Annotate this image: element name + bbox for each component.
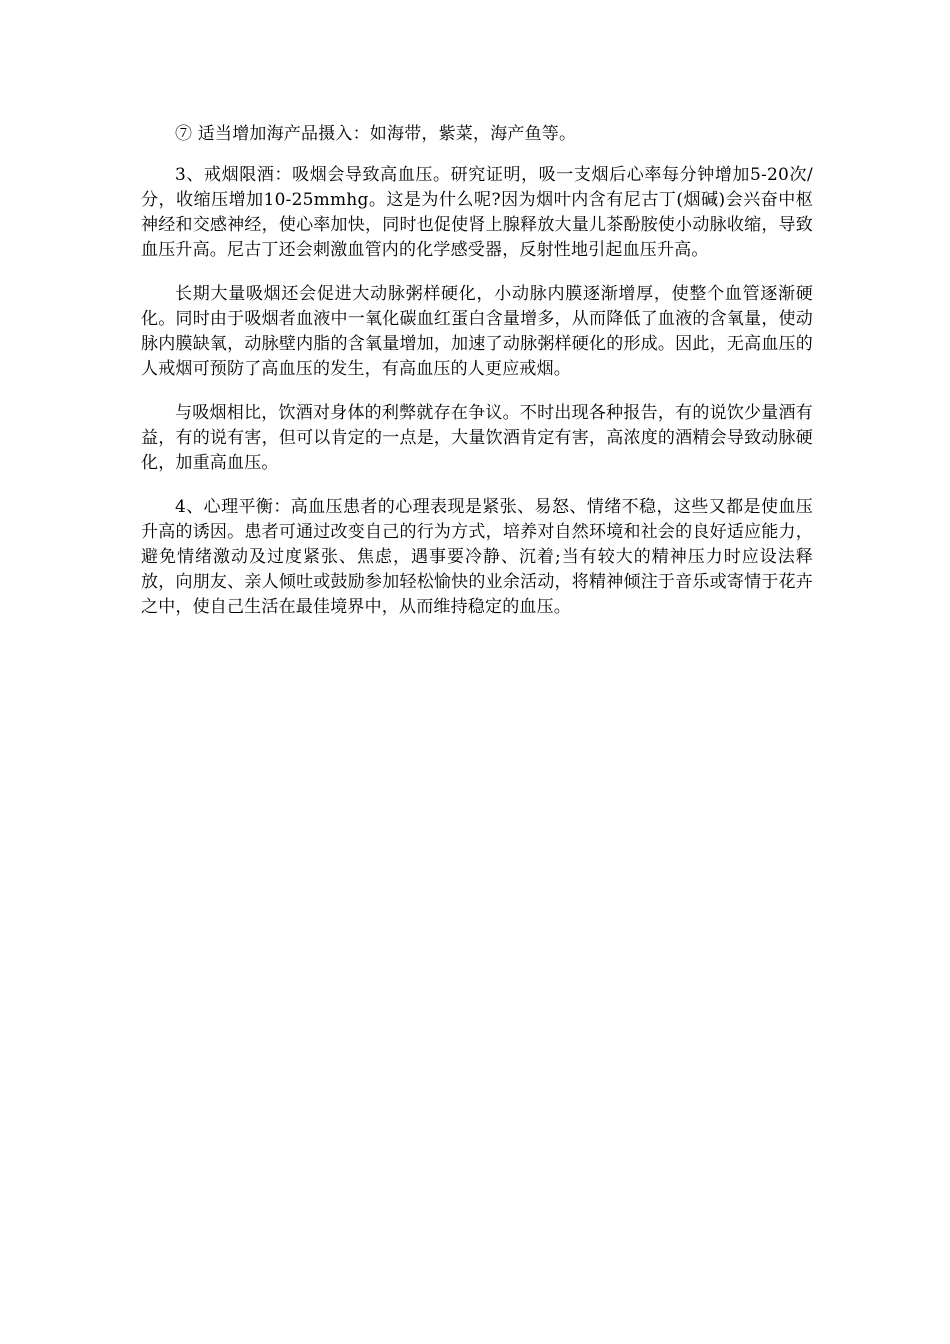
paragraph-drinking: 与吸烟相比，饮酒对身体的利弊就存在争议。不时出现各种报告，有的说饮少量酒有益，有的说有害，但可以肯定的一点是，大量饮酒肯定有害，高浓度的酒精会导致动脉硬化，加重高血压。 [141, 403, 813, 473]
paragraph-mental-balance: 4、心理平衡：高血压患者的心理表现是紧张、易怒、情绪不稳，这些又都是使血压升高的诱因。患者可通过改变自己的行为方式，培养对自然环境和社会的良好适应能力，避免情绪激动及过度紧张、焦虑，遇事要冷静、沉着;当有较大的精神压力时应设法释放，向朋友、亲人倾吐或鼓励参加轻松愉快的业余活动，将精神倾注于音乐或寄情于花卉之中，使自己生活在最佳境界中，从而维持稳定的血压。 [141, 497, 813, 617]
paragraph-quit-smoking: 3、戒烟限酒：吸烟会导致高血压。研究证明，吸一支烟后心率每分钟增加5-20次/分，收缩压增加10-25mmhg。这是为什么呢?因为烟叶内含有尼古丁(烟碱)会兴奋中枢神经和交感神经，使心率加快，同时也促使肾上腺释放大量儿茶酚胺使小动脉收缩，导致血压升高。尼古丁还会刺激血管内的化学感受器，反射性地引起血压升高。 [141, 165, 813, 260]
document-body [141, 122, 813, 639]
paragraph-seafood-tip: ⑦ 适当增加海产品摄入：如海带，紫菜，海产鱼等。 [175, 124, 577, 144]
paragraph-smoking-arteriosclerosis: 长期大量吸烟还会促进大动脉粥样硬化，小动脉内膜逐渐增厚，使整个血管逐渐硬化。同时由于吸烟者血液中一氧化碳血红蛋白含量增多，从而降低了血液的含氧量，使动脉内膜缺氧，动脉壁内脂的含氧量增加，加速了动脉粥样硬化的形成。因此，无高血压的人戒烟可预防了高血压的发生，有高血压的人更应戒烟。 [141, 284, 813, 379]
